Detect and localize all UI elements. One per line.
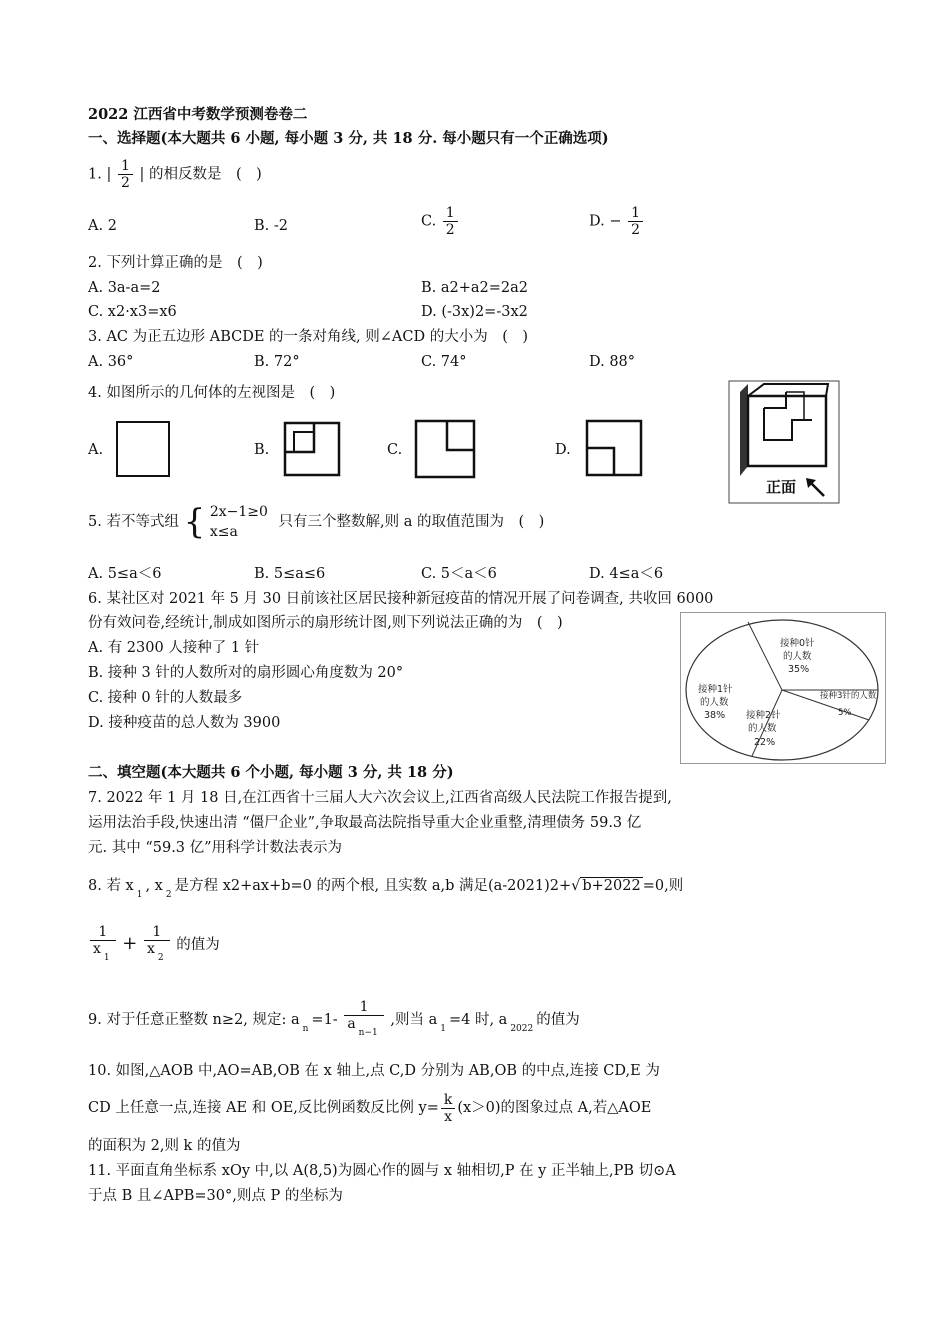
q4-option-b-label[interactable]: B. xyxy=(254,442,270,458)
q5-option-d[interactable]: D. 4≤a＜6 xyxy=(589,566,664,582)
pie-label-1-dose-count: 的人数 xyxy=(700,697,729,708)
section-1-heading: 一、选择题(本大题共 6 小题, 每小题 3 分, 共 18 分. 每小题只有一个正确选项) xyxy=(88,130,609,147)
q1-stem-post: | 的相反数是 ( ) xyxy=(139,166,262,183)
q4-option-d-figure[interactable] xyxy=(584,418,644,478)
question-4: 4. 如图所示的几何体的左视图是 ( ) xyxy=(88,385,336,401)
q1-fraction: $\frac{1}{2}$ xyxy=(118,158,133,191)
question-5: 5. 若不等式组 { 2x−1≥0 x≤a 只有三个整数解,则 a 的取值范围为 ( ) xyxy=(88,502,545,542)
pie-label-0-dose-count: 的人数 xyxy=(783,651,812,662)
question-9: 9. 对于任意正整数 n≥2, 规定: $a_n=1-$ $\frac{1}{a_{n-1}}$ ,则当 $a_1=4$ 时, $a_{2022}$的值为 xyxy=(88,999,580,1038)
question-7-line-3: 元. 其中 “59.3 亿”用科学计数法表示为 xyxy=(88,840,343,856)
question-7-line-2: 运用法治手段,快速出清 “僵尸企业”,争取最高法院指导重大企业重整,清理债务 59.3 亿 xyxy=(88,815,642,831)
q4-option-b-figure[interactable] xyxy=(282,420,342,478)
q1-option-b[interactable]: B. -2 xyxy=(254,218,288,234)
q2-option-c[interactable]: C. x2·x3=x6 xyxy=(88,304,177,320)
question-10-line-1: 10. 如图,△AOB 中,AO=AB,OB 在 x 轴上,点 C,D 分别为 AB,OB 的中点,连接 CD,E 为 xyxy=(88,1063,660,1079)
q4-option-a-label[interactable]: A. xyxy=(88,442,104,458)
q4-option-c-label[interactable]: C. xyxy=(387,442,403,458)
q6-option-a[interactable]: A. 有 2300 人接种了 1 针 xyxy=(88,640,260,656)
q1-stem-pre: 1. | xyxy=(88,166,112,183)
paper-title: 2022 江西省中考数学预测卷卷二 xyxy=(88,106,308,123)
q3-option-d[interactable]: D. 88° xyxy=(589,354,636,370)
q4-front-label: 正面 xyxy=(766,479,797,496)
question-8-expression: $\frac{1}{x_1}$ + $\frac{1}{x_2}$ 的值为 xyxy=(88,924,220,966)
pie-label-2-dose-count: 的人数 xyxy=(748,723,777,734)
q5-option-a[interactable]: A. 5≤a＜6 xyxy=(88,566,162,582)
pie-label-1-dose: 接种1针 xyxy=(698,684,733,695)
question-1 xyxy=(88,158,262,191)
q6-option-c[interactable]: C. 接种 0 针的人数最多 xyxy=(88,690,243,706)
section-2-heading: 二、填空题(本大题共 6 个小题, 每小题 3 分, 共 18 分) xyxy=(88,764,454,781)
q6-option-d[interactable]: D. 接种疫苗的总人数为 3900 xyxy=(88,715,281,731)
question-11-line-2: 于点 B 且∠APB=30°,则点 P 的坐标为 xyxy=(88,1188,343,1204)
q4-option-a-figure[interactable] xyxy=(115,420,171,478)
question-6-line-1: 6. 某社区对 2021 年 5 月 30 日前该社区居民接种新冠疫苗的情况开展了问卷调查, 共收回 6000 xyxy=(88,591,714,607)
q2-option-d[interactable]: D. (-3x)2=-3x2 xyxy=(421,304,528,320)
pie-label-0-dose-percent: 35% xyxy=(788,664,810,675)
q1-option-d[interactable]: D. − $\frac{1}{2}$ xyxy=(589,205,645,238)
q4-option-d-label[interactable]: D. xyxy=(555,442,571,458)
question-6-line-2: 份有效问卷,经统计,制成如图所示的扇形统计图,则下列说法正确的为 ( ) xyxy=(88,615,563,631)
question-2: 2. 下列计算正确的是 ( ) xyxy=(88,255,263,271)
question-10-line-3: 的面积为 2,则 k 的值为 xyxy=(88,1138,241,1154)
pie-label-2-dose: 接种2针 xyxy=(746,710,781,721)
question-8: 8. 若 $x_1$, $x_2$是方程 x2+ax+b=0 的两个根, 且实数 a,b 满足(a-2021)2+√ b+2022 =0,则 xyxy=(88,878,684,900)
q6-option-b[interactable]: B. 接种 3 针的人数所对的扇形圆心角度数为 20° xyxy=(88,665,404,681)
q3-option-b[interactable]: B. 72° xyxy=(254,354,300,370)
q5-option-c[interactable]: C. 5＜a＜6 xyxy=(421,566,497,582)
q6-pie-chart xyxy=(680,612,886,764)
pie-label-0-dose: 接种0针 xyxy=(780,638,815,649)
q1-option-c[interactable]: C. $\frac{1}{2}$ xyxy=(421,205,460,238)
pie-label-3-dose-percent: 5% xyxy=(838,708,852,718)
question-11-line-1: 11. 平面直角坐标系 xOy 中,以 A(8,5)为圆心作的圆与 x 轴相切,P 在 y 正半轴上,PB 切⊙A xyxy=(88,1163,676,1179)
q2-option-a[interactable]: A. 3a-a=2 xyxy=(88,280,161,296)
q4-option-c-figure[interactable] xyxy=(413,418,477,480)
q5-option-b[interactable]: B. 5≤a≤6 xyxy=(254,566,326,582)
q3-option-c[interactable]: C. 74° xyxy=(421,354,467,370)
question-7-line-1: 7. 2022 年 1 月 18 日,在江西省十三届人大六次会议上,江西省高级人民法院工作报告提到, xyxy=(88,790,672,806)
question-3: 3. AC 为正五边形 ABCDE 的一条对角线, 则∠ACD 的大小为 ( ) xyxy=(88,329,529,345)
question-10-line-2: CD 上任意一点,连接 AE 和 OE,反比例函数反比例 y= $\frac{k}{x}$ (x＞0)的图象过点 A,若△AOE xyxy=(88,1091,652,1125)
q1-option-a[interactable]: A. 2 xyxy=(88,218,117,234)
pie-label-2-dose-percent: 22% xyxy=(754,737,776,748)
pie-label-3-dose: 接种3针的人数 xyxy=(820,691,877,701)
q2-option-b[interactable]: B. a2+a2=2a2 xyxy=(421,280,529,296)
q3-option-a[interactable]: A. 36° xyxy=(88,354,134,370)
pie-label-1-dose-percent: 38% xyxy=(704,710,726,721)
q4-solid-figure xyxy=(728,380,840,504)
